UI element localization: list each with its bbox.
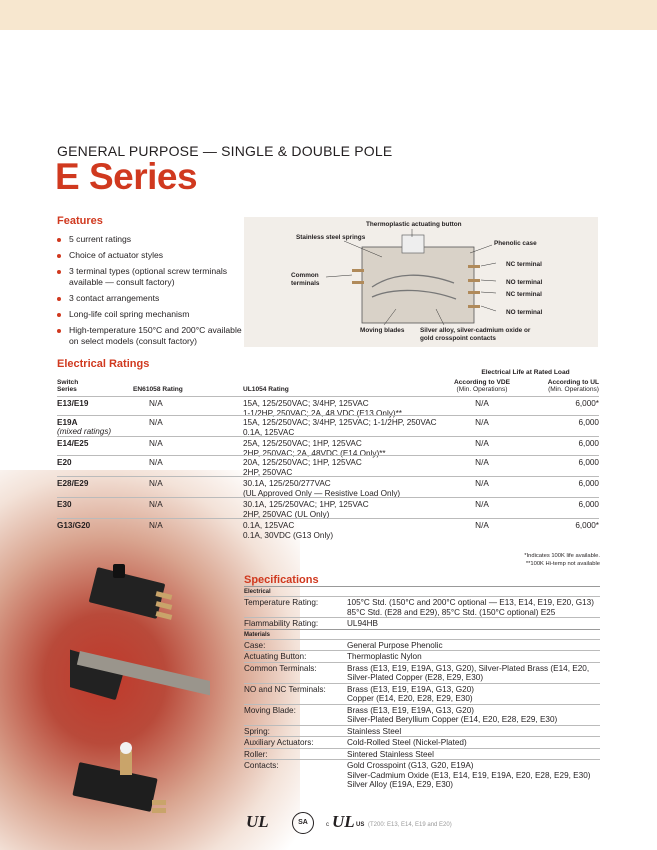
series-sub-cell: (mixed ratings) — [57, 427, 112, 436]
vde-cell: N/A — [475, 399, 489, 408]
ul-rating-line: 30.1A, 125/250VAC; 1HP, 125VAC — [243, 500, 369, 509]
en-cell: N/A — [149, 479, 163, 488]
spec-row — [244, 639, 600, 651]
vde-cell: N/A — [475, 458, 489, 467]
spec-value — [347, 663, 600, 683]
ul-rating-cell — [243, 418, 437, 437]
table-row — [57, 497, 599, 518]
label-nc-terminal-2: NC terminal — [506, 291, 542, 298]
spec-value-line: Silver-Plated Copper (E28, E29, E30) — [347, 673, 484, 682]
ul-life-cell: 6,000* — [575, 521, 599, 530]
feature-item: Choice of actuator styles — [57, 250, 242, 261]
spec-value-line: Brass (E13, E19, E19A, G13, G20) — [347, 684, 474, 694]
life-header: Electrical Life at Rated Load — [481, 369, 570, 376]
spec-value-line: Stainless Steel — [347, 726, 402, 736]
spec-row — [244, 662, 600, 683]
spec-row — [244, 683, 600, 704]
spec-value — [347, 651, 600, 662]
switch-photo-2 — [70, 646, 210, 703]
spec-value-line: Brass (E13, E19, E19A, G13, G20) — [347, 705, 474, 715]
ul-rating-line: (UL Approved Only — Resistive Load Only) — [243, 488, 401, 498]
c-mark: c — [326, 822, 329, 828]
en-cell: N/A — [149, 521, 163, 530]
ul-life-cell: 6,000 — [578, 479, 599, 488]
vde-cell: N/A — [475, 500, 489, 509]
spec-value — [347, 749, 600, 760]
vde-cell: N/A — [475, 521, 489, 530]
spec-row — [244, 596, 600, 617]
ul-rating-line: 15A, 125/250VAC; 3/4HP, 125VAC — [243, 399, 369, 408]
col-series-1: Switch — [57, 379, 79, 386]
label-nc-terminal: NC terminal — [506, 261, 542, 268]
table-row — [57, 396, 599, 418]
spec-key: NO and NC Terminals: — [244, 684, 326, 694]
spec-value-line: Silver Alloy (E19A, E29, E30) — [347, 780, 454, 789]
spec-row — [244, 725, 600, 737]
spec-value — [347, 726, 600, 737]
spec-value — [347, 684, 600, 704]
label-no-terminal-2: NO terminal — [506, 309, 543, 316]
en-cell: N/A — [149, 500, 163, 509]
specifications-heading: Specifications — [244, 574, 319, 586]
label-moving-blades: Moving blades — [360, 327, 405, 334]
spec-value-line: Sintered Stainless Steel — [347, 749, 434, 759]
ul-life-cell: 6,000 — [578, 418, 599, 427]
spec-key: Temperature Rating: — [244, 598, 319, 607]
label-springs: Stainless steel springs — [296, 234, 366, 241]
ul-rating-cell — [243, 458, 362, 477]
spec-row — [244, 736, 600, 748]
series-cell: E19A — [57, 418, 78, 427]
table-row — [57, 436, 599, 458]
ul-rating-line: 2HP, 250VAC; 2A, 48VDC (E14 Only)** — [243, 448, 386, 458]
ul-life-cell: 6,000 — [578, 500, 599, 509]
csa-mark-icon — [292, 812, 314, 834]
spec-value-line: 85°C Std. (E28 and E29), 85°C Std. (150°C optional) E25 — [347, 607, 556, 617]
footnote-2: **100K Hi-temp not available — [525, 561, 600, 567]
table-header — [57, 369, 599, 396]
vde-cell: N/A — [475, 439, 489, 448]
spec-key: Actuating Button: — [244, 652, 307, 661]
spec-value — [347, 705, 600, 725]
ul-rating-line: 20A, 125/250VAC; 1HP, 125VAC — [243, 458, 362, 467]
spec-value-line: 105°C Std. (150°C and 200°C optional — E13, E14, E19, E20, G13) — [347, 598, 594, 607]
label-common-2: terminals — [291, 280, 320, 287]
footnotes — [420, 552, 600, 568]
en-cell: N/A — [149, 399, 163, 408]
switch-diagram — [244, 217, 598, 347]
spec-group-materials: Materials — [244, 629, 600, 639]
features-heading: Features — [57, 215, 103, 227]
series-cell: E30 — [57, 500, 72, 509]
spec-key: Common Terminals: — [244, 663, 317, 673]
en-cell: N/A — [149, 418, 163, 427]
spec-row — [244, 650, 600, 662]
label-no-terminal: NO terminal — [506, 279, 543, 286]
spec-value-line: Copper (E14, E20, E28, E29, E30) — [347, 694, 473, 703]
spec-value-line: Silver-Plated Beryllium Copper (E14, E20, E28, E29, E30) — [347, 715, 558, 724]
product-photos — [70, 555, 210, 835]
spec-value — [347, 760, 600, 790]
spec-value — [347, 640, 600, 651]
cul-mark-icon: UL — [332, 812, 355, 831]
spec-key: Contacts: — [244, 761, 279, 770]
col-vde-2: (Min. Operations) — [456, 386, 508, 393]
electrical-ratings-table — [57, 369, 599, 539]
spec-row — [244, 748, 600, 760]
spec-key: Spring: — [244, 726, 270, 736]
label-common-1: Common — [291, 272, 319, 279]
ul-life-cell: 6,000 — [578, 458, 599, 467]
ul-rating-cell — [243, 479, 400, 498]
spec-group-electrical: Electrical — [244, 586, 600, 596]
spec-value-line: Silver-Cadmium Oxide (E13, E14, E19, E19A, E20, E28, E29, E30) — [347, 770, 591, 780]
spec-key: Moving Blade: — [244, 705, 296, 715]
spec-row — [244, 704, 600, 725]
col-ul-life-1: According to UL — [547, 379, 599, 386]
series-cell: E13/E19 — [57, 399, 89, 408]
ul-life-cell: 6,000 — [578, 439, 599, 448]
feature-item: High-temperature 150°C and 200°C available on select models (consult factory) — [57, 325, 242, 347]
top-band — [0, 0, 657, 30]
spec-value — [347, 618, 600, 629]
table-row — [57, 415, 599, 436]
ul-mark-icon: UL — [246, 812, 269, 831]
spec-value-line: Brass (E13, E19, E19A, G13, G20), Silver-Plated Brass (E14, E20, — [347, 663, 590, 673]
feature-item: 5 current ratings — [57, 234, 242, 245]
col-en: EN61058 Rating — [133, 386, 183, 393]
spec-value-line: General Purpose Phenolic — [347, 640, 443, 650]
col-vde-1: According to VDE — [453, 379, 511, 386]
table-row — [57, 518, 599, 539]
ul-rating-line: 0.1A, 125VAC — [243, 521, 295, 530]
ul-life-cell: 6,000* — [575, 399, 599, 408]
col-series-2: Series — [57, 386, 77, 393]
en-cell: N/A — [149, 439, 163, 448]
series-cell: E28/E29 — [57, 479, 89, 488]
col-ul: UL1054 Rating — [243, 386, 289, 393]
spec-value-line: Gold Crosspoint (G13, G20, E19A) — [347, 761, 474, 770]
page-title: E Series — [55, 156, 198, 197]
ul-rating-line: 15A, 125/250VAC; 3/4HP, 125VAC; 1-1/2HP, 250VAC — [243, 418, 437, 427]
spec-value-line: Cold-Rolled Steel (Nickel-Plated) — [347, 738, 467, 747]
feature-item: Long-life coil spring mechanism — [57, 309, 242, 320]
spec-key: Flammability Rating: — [244, 619, 319, 628]
en-cell: N/A — [149, 458, 163, 467]
ul-rating-cell — [243, 500, 369, 519]
certification-marks — [244, 810, 604, 838]
label-actuating-button: Thermoplastic actuating button — [366, 221, 462, 228]
table-row — [57, 455, 599, 476]
specifications-table — [244, 586, 600, 790]
spec-key: Auxiliary Actuators: — [244, 738, 314, 747]
label-case: Phenolic case — [494, 240, 537, 247]
label-contacts-2: gold crosspoint contacts — [420, 335, 496, 342]
spec-row — [244, 617, 600, 629]
spec-value-line: Thermoplastic Nylon — [347, 652, 422, 661]
col-ul-life-2: (Min. Operations) — [548, 386, 599, 393]
ul-rating-line: 0.1A, 30VDC (G13 Only) — [243, 530, 334, 540]
table-row — [57, 476, 599, 497]
footnote-1: *Indicates 100K life available. — [524, 553, 600, 559]
switch-photo-1 — [89, 564, 173, 620]
electrical-ratings-heading: Electrical Ratings — [57, 358, 150, 370]
spec-key: Roller: — [244, 749, 268, 759]
ul-rating-line: 2HP, 250VAC — [243, 467, 293, 477]
page-kicker: GENERAL PURPOSE — SINGLE & DOUBLE POLE — [57, 143, 393, 159]
label-contacts-1: Silver alloy, silver-cadmium oxide or — [420, 327, 531, 334]
ul-rating-cell — [243, 521, 333, 540]
series-cell: E20 — [57, 458, 72, 467]
us-mark: US — [356, 822, 365, 828]
ul-rating-line: 25A, 125/250VAC; 1HP, 125VAC — [243, 439, 362, 448]
vde-cell: N/A — [475, 418, 489, 427]
spec-value — [347, 597, 600, 617]
spec-key: Case: — [244, 640, 266, 650]
ul-rating-line: 30.1A, 125/250/277VAC — [243, 479, 331, 488]
ul-rating-line: 2HP, 250VAC (UL Only) — [243, 509, 330, 519]
series-cell: G13/G20 — [57, 521, 91, 530]
ul-rating-line: 0.1A, 125VAC — [243, 427, 295, 437]
ul-rating-line: 1-1/2HP, 250VAC; 2A, 48 VDC (E13 Only)** — [243, 408, 402, 418]
feature-item: 3 contact arrangements — [57, 293, 242, 304]
series-cell: E14/E25 — [57, 439, 89, 448]
vde-cell: N/A — [475, 479, 489, 488]
spec-value-line: UL94HB — [347, 619, 378, 628]
spec-value — [347, 737, 600, 748]
spec-row — [244, 759, 600, 790]
feature-item: 3 terminal types (optional screw terminals available — consult factory) — [57, 266, 242, 288]
cert-note: (T200: E13, E14, E19 and E20) — [368, 822, 452, 828]
features-list — [57, 234, 242, 352]
switch-photo-3 — [72, 742, 166, 813]
csa-mark-text: SA — [298, 819, 308, 826]
